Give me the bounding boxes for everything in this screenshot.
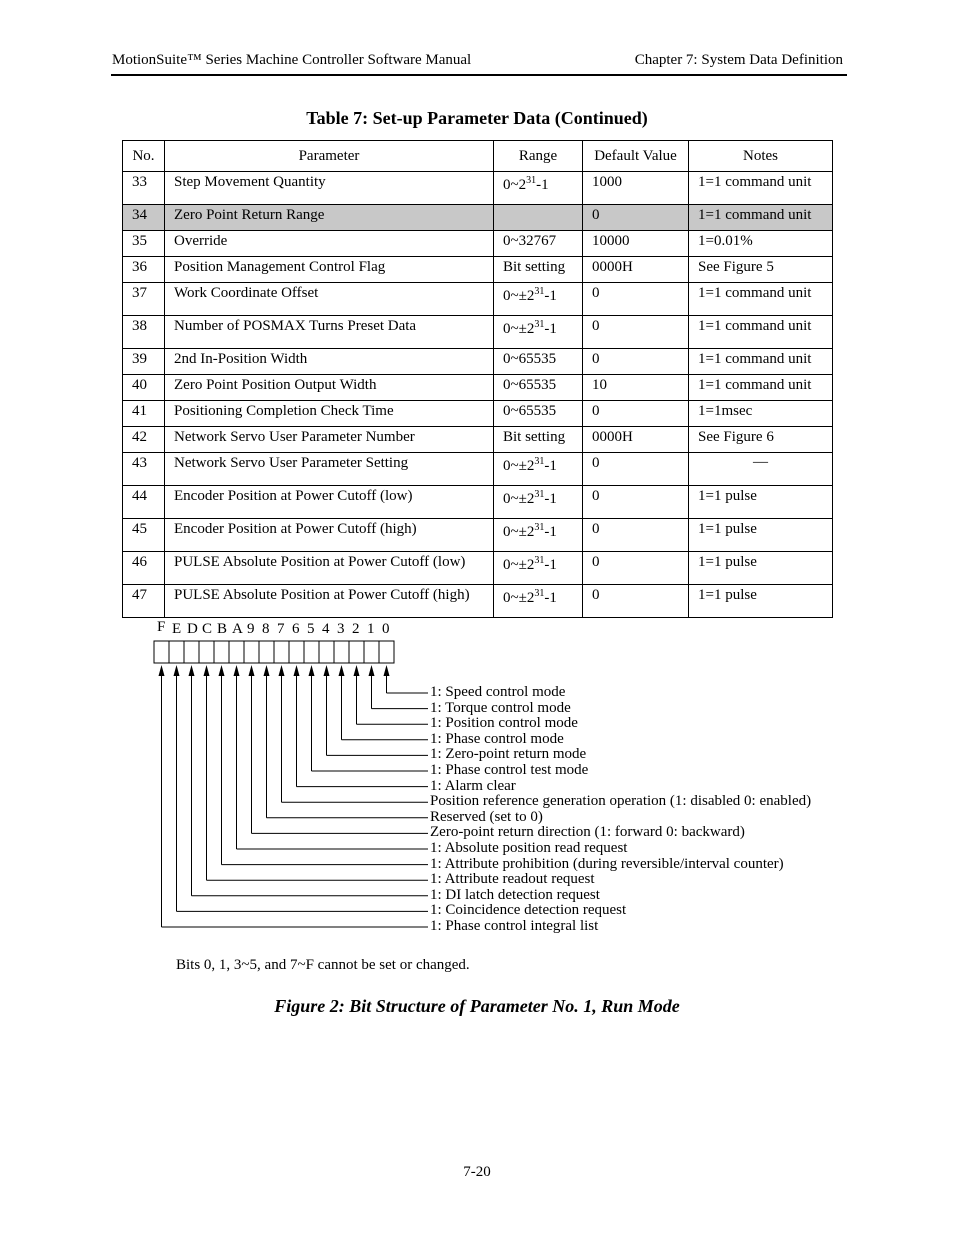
bit-label: F [157, 619, 166, 635]
cell-notes: 1=1 pulse [689, 585, 833, 618]
cell-no: 46 [123, 552, 165, 585]
arrow-head [219, 665, 225, 676]
figure-note: Bits 0, 1, 3~5, and 7~F cannot be set or changed. [176, 957, 470, 973]
cell-parameter: Number of POSMAX Turns Preset Data [165, 316, 494, 349]
bit-description: 1: Phase control integral list [430, 918, 599, 934]
bit-description: 1: Alarm clear [430, 777, 516, 794]
bit-description: 1: Attribute prohibition (during reversible/interval counter) [430, 855, 784, 872]
cell-notes: 1=0.01% [689, 231, 833, 257]
range-exponent: 31 [534, 456, 545, 467]
bit-description: 1: Phase control mode [430, 730, 564, 747]
arrow-head [369, 665, 375, 676]
range-exponent: 31 [534, 286, 545, 297]
bit-label: 6 [292, 621, 300, 637]
arrow-head [264, 665, 270, 676]
bit-label: D [187, 621, 198, 637]
bit-label: C [202, 621, 213, 637]
bit-label: 5 [307, 621, 315, 637]
column-header-parameter: Parameter [165, 141, 494, 172]
column-header-notes: Notes [689, 141, 833, 172]
cell-parameter: Zero Point Position Output Width [165, 375, 494, 401]
bit-label: E [172, 621, 182, 637]
cell-range: 0~65535 [494, 401, 583, 427]
cell-notes: 1=1 command unit [689, 205, 833, 231]
cell-no: 36 [123, 257, 165, 283]
arrow-head [249, 665, 255, 676]
cell-range: 0~65535 [494, 375, 583, 401]
column-header-no: No. [123, 141, 165, 172]
range-tail: -1 [544, 491, 557, 507]
range-base: 0~±2 [503, 524, 535, 540]
cell-default: 0 [583, 316, 689, 349]
range-tail: -1 [544, 590, 557, 606]
bit-description: 1: Position control mode [430, 715, 578, 732]
cell-parameter: Zero Point Return Range [165, 205, 494, 231]
bit-description: 1: Zero-point return mode [430, 746, 587, 763]
cell-default: 0 [583, 552, 689, 585]
arrow-head [174, 665, 180, 676]
cell-notes: See Figure 6 [689, 427, 833, 453]
header-chapter-title: Chapter 7: System Data Definition [634, 52, 843, 68]
bit-label: 0 [382, 621, 390, 637]
cell-no: 39 [123, 349, 165, 375]
cell-parameter: PULSE Absolute Position at Power Cutoff (high) [165, 585, 494, 618]
cell-parameter: 2nd In-Position Width [165, 349, 494, 375]
bit-label: 7 [277, 621, 285, 637]
cell-no: 44 [123, 486, 165, 519]
cell-no: 34 [123, 205, 165, 231]
cell-parameter: Encoder Position at Power Cutoff (low) [165, 486, 494, 519]
range-base: 0~2 [503, 177, 527, 193]
cell-notes: See Figure 5 [689, 257, 833, 283]
cell-range: 0~65535 [494, 349, 583, 375]
cell-parameter: Positioning Completion Check Time [165, 401, 494, 427]
cell-default: 0 [583, 585, 689, 618]
cell-no: 40 [123, 375, 165, 401]
range-tail: -1 [544, 524, 557, 540]
arrow-head [279, 665, 285, 676]
arrow-head [159, 665, 165, 676]
cell-range: Bit setting [494, 427, 583, 453]
cell-no: 42 [123, 427, 165, 453]
range-exponent: 31 [526, 175, 537, 186]
column-header-default: Default Value [583, 141, 689, 172]
bit-label: B [217, 621, 228, 637]
cell-default: 0000H [583, 257, 689, 283]
figure-caption: Figure 2: Bit Structure of Parameter No. 1, Run Mode [274, 996, 680, 1016]
arrow-head [324, 665, 330, 676]
range-base: 0~±2 [503, 321, 535, 337]
bit-description: 1: Phase control test mode [430, 762, 589, 778]
range-base: 0~±2 [503, 288, 535, 304]
arrow-head [384, 665, 390, 676]
cell-no: 38 [123, 316, 165, 349]
cell-default: 0 [583, 486, 689, 519]
cell-notes: 1=1 pulse [689, 552, 833, 585]
range-base: 0~±2 [503, 458, 535, 474]
cell-default: 1000 [583, 172, 689, 205]
cell-parameter: Network Servo User Parameter Number [165, 427, 494, 453]
bit-description: Zero-point return direction (1: forward 0: backward) [430, 824, 745, 841]
cell-no: 45 [123, 519, 165, 552]
bit-description: 1: Attribute readout request [430, 871, 595, 888]
bit-description: 1: Coincidence detection request [430, 902, 627, 919]
cell-parameter: Step Movement Quantity [165, 172, 494, 205]
range-exponent: 31 [534, 489, 545, 500]
bit-description: Position reference generation operation (1: disabled 0: enabled) [430, 793, 812, 810]
range-tail: -1 [544, 288, 557, 304]
column-header-range: Range [494, 141, 583, 172]
cell-no: 35 [123, 231, 165, 257]
cell-notes: 1=1 command unit [689, 283, 833, 316]
cell-notes: 1=1 pulse [689, 519, 833, 552]
range-tail: -1 [544, 458, 557, 474]
bit-label: 9 [247, 621, 255, 637]
cell-notes: 1=1msec [689, 401, 833, 427]
bit-description: 1: Absolute position read request [430, 840, 628, 856]
cell-parameter: PULSE Absolute Position at Power Cutoff (low) [165, 552, 494, 585]
cell-range: Bit setting [494, 257, 583, 283]
cell-parameter: Encoder Position at Power Cutoff (high) [165, 519, 494, 552]
cell-parameter: Position Management Control Flag [165, 257, 494, 283]
bit-description: 1: DI latch detection request [430, 886, 600, 903]
page-number: 7-20 [463, 1164, 491, 1180]
bit-description: Reserved (set to 0) [430, 808, 543, 825]
header-manual-title: MotionSuite™ Series Machine Controller Software Manual [112, 52, 472, 68]
range-base: 0~±2 [503, 491, 535, 507]
range-base: 0~±2 [503, 557, 535, 573]
bit-label: A [232, 621, 243, 637]
cell-parameter: Network Servo User Parameter Setting [165, 453, 494, 486]
cell-default: 10000 [583, 231, 689, 257]
cell-default: 0 [583, 453, 689, 486]
bit-label: 8 [262, 621, 270, 637]
range-exponent: 31 [534, 588, 545, 599]
bit-label: 3 [337, 621, 345, 637]
arrow-head [339, 665, 345, 676]
cell-default: 0 [583, 401, 689, 427]
arrow-head [204, 665, 210, 676]
bit-description: 1: Speed control mode [430, 684, 566, 700]
arrow-head [234, 665, 240, 676]
cell-default: 0 [583, 349, 689, 375]
bit-label: 4 [322, 621, 330, 637]
range-exponent: 31 [534, 555, 545, 566]
bit-description: 1: Torque control mode [430, 699, 571, 716]
bit-label: 1 [367, 621, 375, 637]
cell-parameter: Work Coordinate Offset [165, 283, 494, 316]
table-title: Table 7: Set-up Parameter Data (Continued) [306, 108, 648, 128]
arrow-head [309, 665, 315, 676]
cell-notes: 1=1 command unit [689, 375, 833, 401]
range-tail: -1 [536, 177, 549, 193]
cell-notes: 1=1 pulse [689, 486, 833, 519]
bit-label: 2 [352, 621, 360, 637]
cell-no: 33 [123, 172, 165, 205]
cell-default: 10 [583, 375, 689, 401]
cell-parameter: Override [165, 231, 494, 257]
cell-notes: 1=1 command unit [689, 349, 833, 375]
arrow-head [294, 665, 300, 676]
range-base: 0~±2 [503, 590, 535, 606]
cell-notes: 1=1 command unit [689, 316, 833, 349]
range-tail: -1 [544, 321, 557, 337]
cell-default: 0000H [583, 427, 689, 453]
cell-notes: 1=1 command unit [689, 172, 833, 205]
cell-no: 37 [123, 283, 165, 316]
cell-default: 0 [583, 519, 689, 552]
cell-default: 0 [583, 283, 689, 316]
cell-notes: — [689, 453, 833, 486]
range-exponent: 31 [534, 319, 545, 330]
cell-no: 41 [123, 401, 165, 427]
cell-default: 0 [583, 205, 689, 231]
range-tail: -1 [544, 557, 557, 573]
cell-no: 47 [123, 585, 165, 618]
cell-no: 43 [123, 453, 165, 486]
arrow-head [189, 665, 195, 676]
cell-range: 0~32767 [494, 231, 583, 257]
range-exponent: 31 [534, 522, 545, 533]
arrow-head [354, 665, 360, 676]
